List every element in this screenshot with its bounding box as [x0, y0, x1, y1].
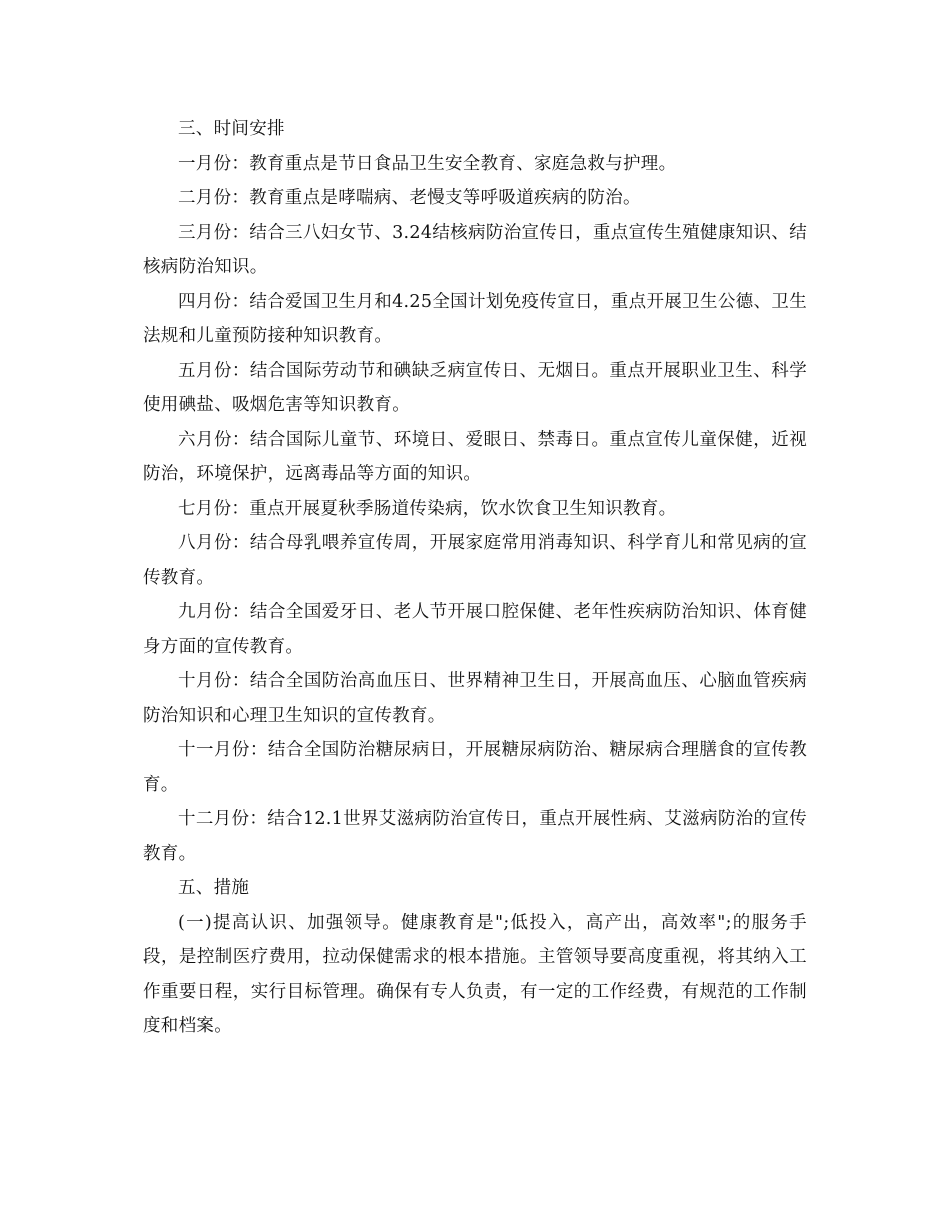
section-heading-measures: 五、措施 [178, 878, 250, 898]
paragraph-february: 二月份：教育重点是哮喘病、老慢支等呼吸道疾病的防治。 [178, 188, 641, 208]
paragraph-october: 十月份：结合全国防治高血压日、世界精神卫生日，开展高血压、心脑血管疾病防治知识和心理卫生知识的宣传教育。 [143, 671, 807, 726]
paragraph-july: 七月份：重点开展夏秋季肠道传染病，饮水饮食卫生知识教育。 [178, 498, 677, 519]
paragraph-december: 十二月份：结合12.1世界艾滋病防治宣传日，重点开展性病、艾滋病防治的宣传教育。 [143, 809, 807, 864]
paragraph-november: 十一月份：结合全国防治糖尿病日，开展糖尿病防治、糖尿病合理膳食的宣传教育。 [143, 740, 807, 795]
document-body [143, 112, 807, 1044]
paragraph-august: 八月份：结合母乳喂养宣传周，开展家庭常用消毒知识、科学育儿和常见病的宣传教育。 [143, 533, 807, 588]
paragraph-january: 一月份：教育重点是节日食品卫生安全教育、家庭急救与护理。 [178, 153, 677, 174]
paragraph-june: 六月份：结合国际儿童节、环境日、爱眼日、禁毒日。重点宣传儿童保健，近视防治，环境保护，远离毒品等方面的知识。 [143, 429, 807, 484]
paragraph-april: 四月份：结合爱国卫生月和4.25全国计划免疫传宣日，重点开展卫生公德、卫生法规和儿童预防接种知识教育。 [143, 291, 807, 346]
paragraph-march: 三月份：结合三八妇女节、3.24结核病防治宣传日，重点宣传生殖健康知识、结核病防治知识。 [143, 222, 807, 277]
paragraph-september: 九月份：结合全国爱牙日、老人节开展口腔保健、老年性疾病防治知识、体育健身方面的宣传教育。 [143, 602, 807, 657]
paragraph-may: 五月份：结合国际劳动节和碘缺乏病宣传日、无烟日。重点开展职业卫生、科学使用碘盐、吸烟危害等知识教育。 [143, 360, 807, 415]
paragraph-measure-one: (一)提高认识、加强领导。健康教育是";低投入，高产出，高效率";的服务手段，是控制医疗费用，拉动保健需求的根本措施。主管领导要高度重视，将其纳入工作重要日程，实行目标管理。确保有专人负责，有一定的工作经费，有规范的工作制度和档案。 [143, 912, 807, 1036]
section-heading-schedule: 三、时间安排 [178, 119, 285, 139]
